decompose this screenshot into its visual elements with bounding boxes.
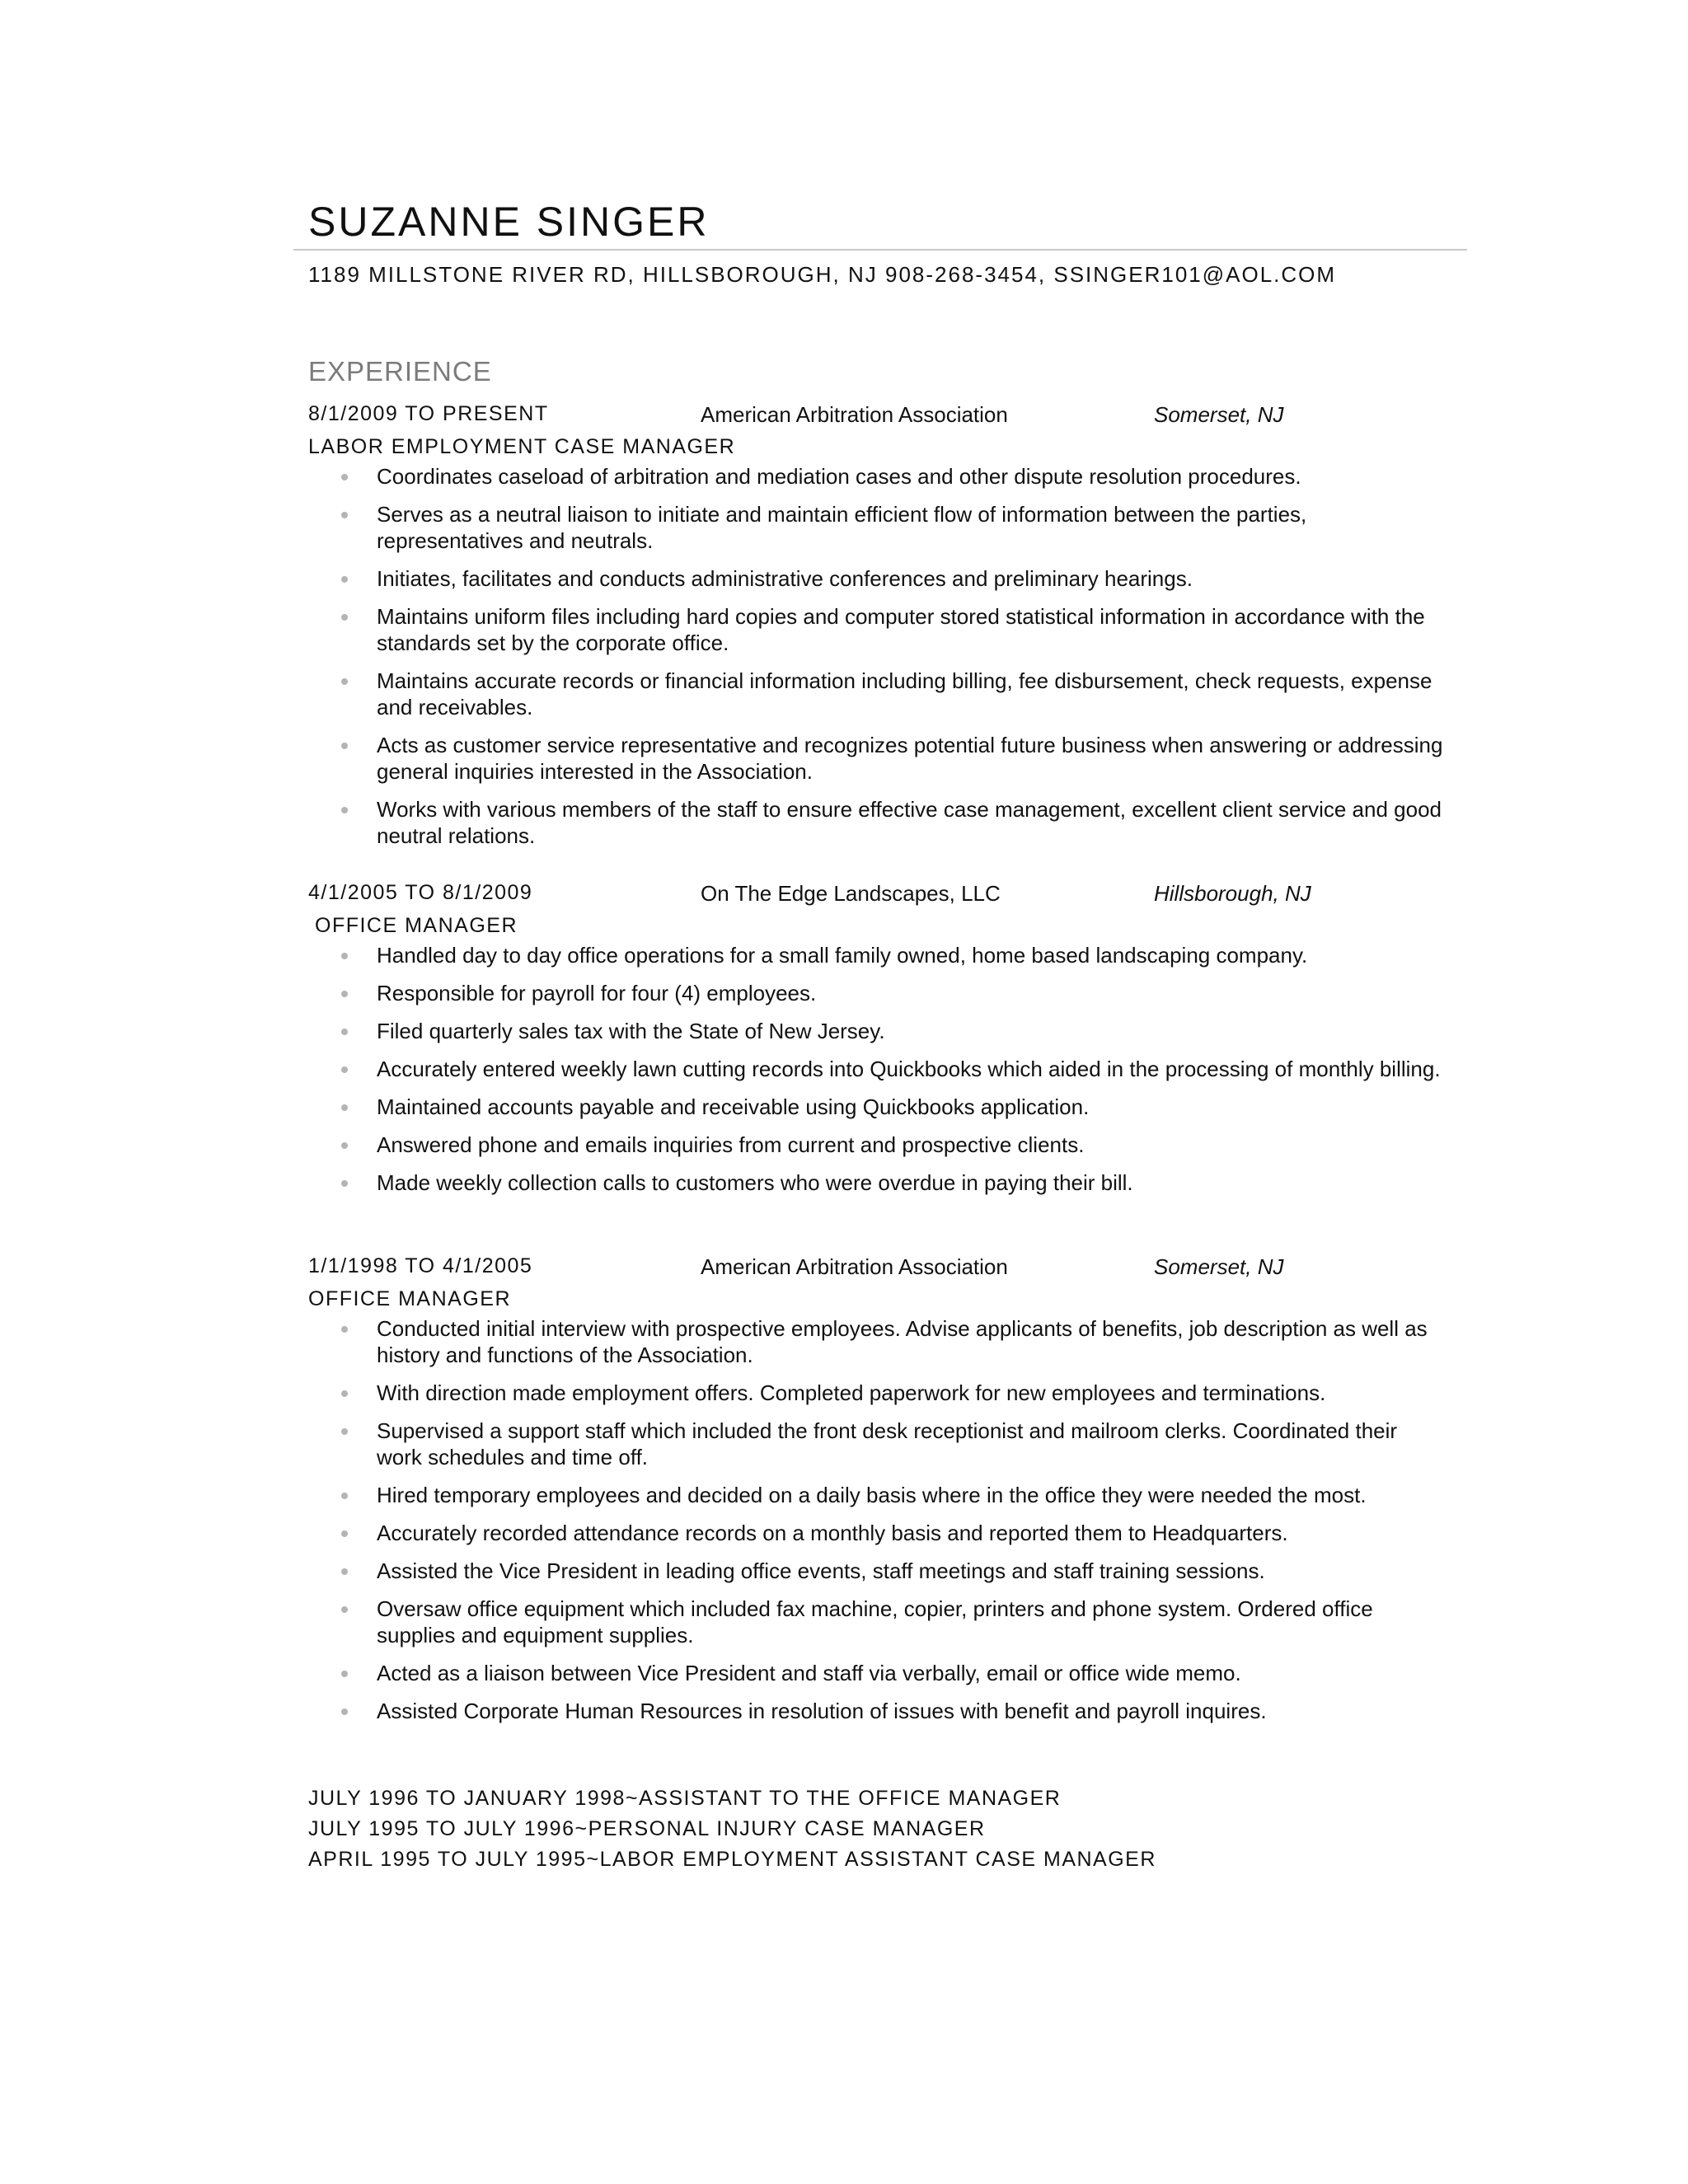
duty-text: Supervised a support staff which included the front desk receptionist and mailroom clerks. Coordinated their work schedules and time off.: [377, 1418, 1398, 1469]
bullet-icon: [341, 807, 348, 813]
duty-text: Works with various members of the staff to ensure effective case management, excellent client service and good neutral relations.: [377, 797, 1442, 848]
duty-item: [308, 463, 1448, 490]
duty-item: [308, 1094, 1448, 1120]
duty-item: [308, 796, 1448, 849]
bullet-icon: [341, 1671, 348, 1677]
bullet-icon: [341, 1180, 348, 1187]
duty-item: [308, 603, 1448, 656]
job-employer: American Arbitration Association: [701, 402, 1008, 427]
job-header: [308, 402, 1462, 432]
duty-text: Accurately entered weekly lawn cutting records into Quickbooks which aided in the processing of monthly billing.: [377, 1057, 1441, 1081]
bullet-icon: [341, 678, 348, 685]
bullet-icon: [341, 1428, 348, 1435]
candidate-name: SUZANNE SINGER: [308, 199, 710, 245]
duty-item: [308, 980, 1448, 1006]
duty-text: Maintains uniform files including hard copies and computer stored statistical information in accordance with the standards set by the corporate office.: [377, 604, 1425, 655]
duty-text: Assisted Corporate Human Resources in resolution of issues with benefit and payroll inquires.: [377, 1699, 1267, 1723]
duty-item: [308, 1596, 1448, 1648]
job-location: Hillsborough, NJ: [1154, 881, 1311, 906]
contact-line: 1189 MILLSTONE RIVER RD, HILLSBOROUGH, NJ 908-268-3454, SSINGER101@AOL.COM: [308, 262, 1337, 287]
job-title: LABOR EMPLOYMENT CASE MANAGER: [308, 435, 736, 458]
job-duties: [308, 463, 1462, 849]
earlier-position-item: JULY 1996 TO JANUARY 1998~ASSISTANT TO THE OFFICE MANAGER: [308, 1787, 1062, 1810]
job-employer: American Arbitration Association: [701, 1254, 1008, 1279]
duty-item: [308, 1482, 1448, 1508]
duty-text: Serves as a neutral liaison to initiate and maintain efficient flow of information between the parties, representatives and neutrals.: [377, 502, 1307, 553]
duty-text: With direction made employment offers. Completed paperwork for new employees and terminations.: [377, 1380, 1326, 1405]
job-entry: [308, 402, 1462, 860]
duty-text: Maintains accurate records or financial information including billing, fee disbursement, check requests, expense and receivables.: [377, 668, 1432, 719]
bullet-icon: [341, 1066, 348, 1073]
section-title-experience: EXPERIENCE: [308, 356, 492, 387]
duty-text: Assisted the Vice President in leading office events, staff meetings and staff training sessions.: [377, 1558, 1265, 1583]
bullet-icon: [341, 1104, 348, 1111]
duty-text: Acted as a liaison between Vice President and staff via verbally, email or office wide memo.: [377, 1661, 1241, 1685]
duty-text: Conducted initial interview with prospective employees. Advise applicants of benefits, job description as well as history and functions of the Association.: [377, 1316, 1428, 1367]
duty-item: [308, 565, 1448, 592]
job-dates: 4/1/2005 TO 8/1/2009: [308, 881, 533, 904]
job-title: OFFICE MANAGER: [315, 914, 518, 937]
job-employer: On The Edge Landscapes, LLC: [701, 881, 1001, 906]
duty-item: [308, 1698, 1448, 1724]
job-header: [308, 881, 1462, 911]
bullet-icon: [341, 614, 348, 621]
earlier-positions: [308, 1783, 1156, 1875]
bullet-icon: [341, 512, 348, 518]
duty-item: [308, 1132, 1448, 1158]
earlier-position-item: JULY 1995 TO JULY 1996~PERSONAL INJURY CASE MANAGER: [308, 1817, 986, 1840]
duty-text: Acts as customer service representative and recognizes potential future business when answering or addressing general inquiries interested in the Association.: [377, 733, 1443, 784]
duty-item: [308, 1169, 1448, 1196]
duty-text: Maintained accounts payable and receivable using Quickbooks application.: [377, 1094, 1090, 1119]
job-entry: [308, 881, 1462, 1207]
duty-item: [308, 1660, 1448, 1686]
bullet-icon: [341, 743, 348, 749]
duty-text: Oversaw office equipment which included fax machine, copier, printers and phone system. Ordered office supplies and equipment supplies.: [377, 1596, 1373, 1647]
bullet-icon: [341, 576, 348, 583]
duty-text: Initiates, facilitates and conducts administrative conferences and preliminary hearings.: [377, 566, 1193, 591]
bullet-icon: [341, 1326, 348, 1333]
job-duties: [308, 1315, 1462, 1724]
header-divider: [293, 249, 1467, 251]
bullet-icon: [341, 953, 348, 959]
duty-text: Hired temporary employees and decided on a daily basis where in the office they were needed the most.: [377, 1483, 1367, 1507]
bullet-icon: [341, 474, 348, 480]
duty-text: Coordinates caseload of arbitration and mediation cases and other dispute resolution procedures.: [377, 464, 1301, 489]
job-location: Somerset, NJ: [1154, 1254, 1284, 1279]
bullet-icon: [341, 1530, 348, 1537]
bullet-icon: [341, 1029, 348, 1035]
bullet-icon: [341, 1390, 348, 1397]
duty-text: Filed quarterly sales tax with the State of New Jersey.: [377, 1019, 885, 1043]
duty-item: [308, 501, 1448, 554]
duty-text: Responsible for payroll for four (4) employees.: [377, 981, 817, 1005]
duty-item: [308, 668, 1448, 720]
bullet-icon: [341, 1606, 348, 1613]
duty-item: [308, 1418, 1448, 1470]
duty-text: Answered phone and emails inquiries from current and prospective clients.: [377, 1132, 1085, 1157]
bullet-icon: [341, 1142, 348, 1149]
bullet-icon: [341, 1568, 348, 1575]
duty-text: Handled day to day office operations for a small family owned, home based landscaping company.: [377, 943, 1308, 968]
duty-item: [308, 1018, 1448, 1044]
bullet-icon: [341, 991, 348, 997]
duty-text: Made weekly collection calls to customers who were overdue in paying their bill.: [377, 1170, 1133, 1195]
job-dates: 8/1/2009 TO PRESENT: [308, 402, 549, 425]
earlier-position-item: APRIL 1995 TO JULY 1995~LABOR EMPLOYMENT ASSISTANT CASE MANAGER: [308, 1848, 1156, 1871]
duty-item: [308, 942, 1448, 968]
job-header: [308, 1254, 1462, 1284]
bullet-icon: [341, 1708, 348, 1715]
job-duties: [308, 942, 1462, 1196]
job-title: OFFICE MANAGER: [308, 1287, 512, 1310]
bullet-icon: [341, 1493, 348, 1499]
duty-item: [308, 732, 1448, 785]
duty-item: [308, 1380, 1448, 1406]
duty-item: [308, 1315, 1448, 1368]
job-location: Somerset, NJ: [1154, 402, 1284, 427]
duty-item: [308, 1056, 1448, 1082]
duty-text: Accurately recorded attendance records on a monthly basis and reported them to Headquarters.: [377, 1521, 1288, 1545]
duty-item: [308, 1520, 1448, 1546]
job-dates: 1/1/1998 TO 4/1/2005: [308, 1254, 533, 1277]
job-entry: [308, 1254, 1462, 1736]
duty-item: [308, 1558, 1448, 1584]
